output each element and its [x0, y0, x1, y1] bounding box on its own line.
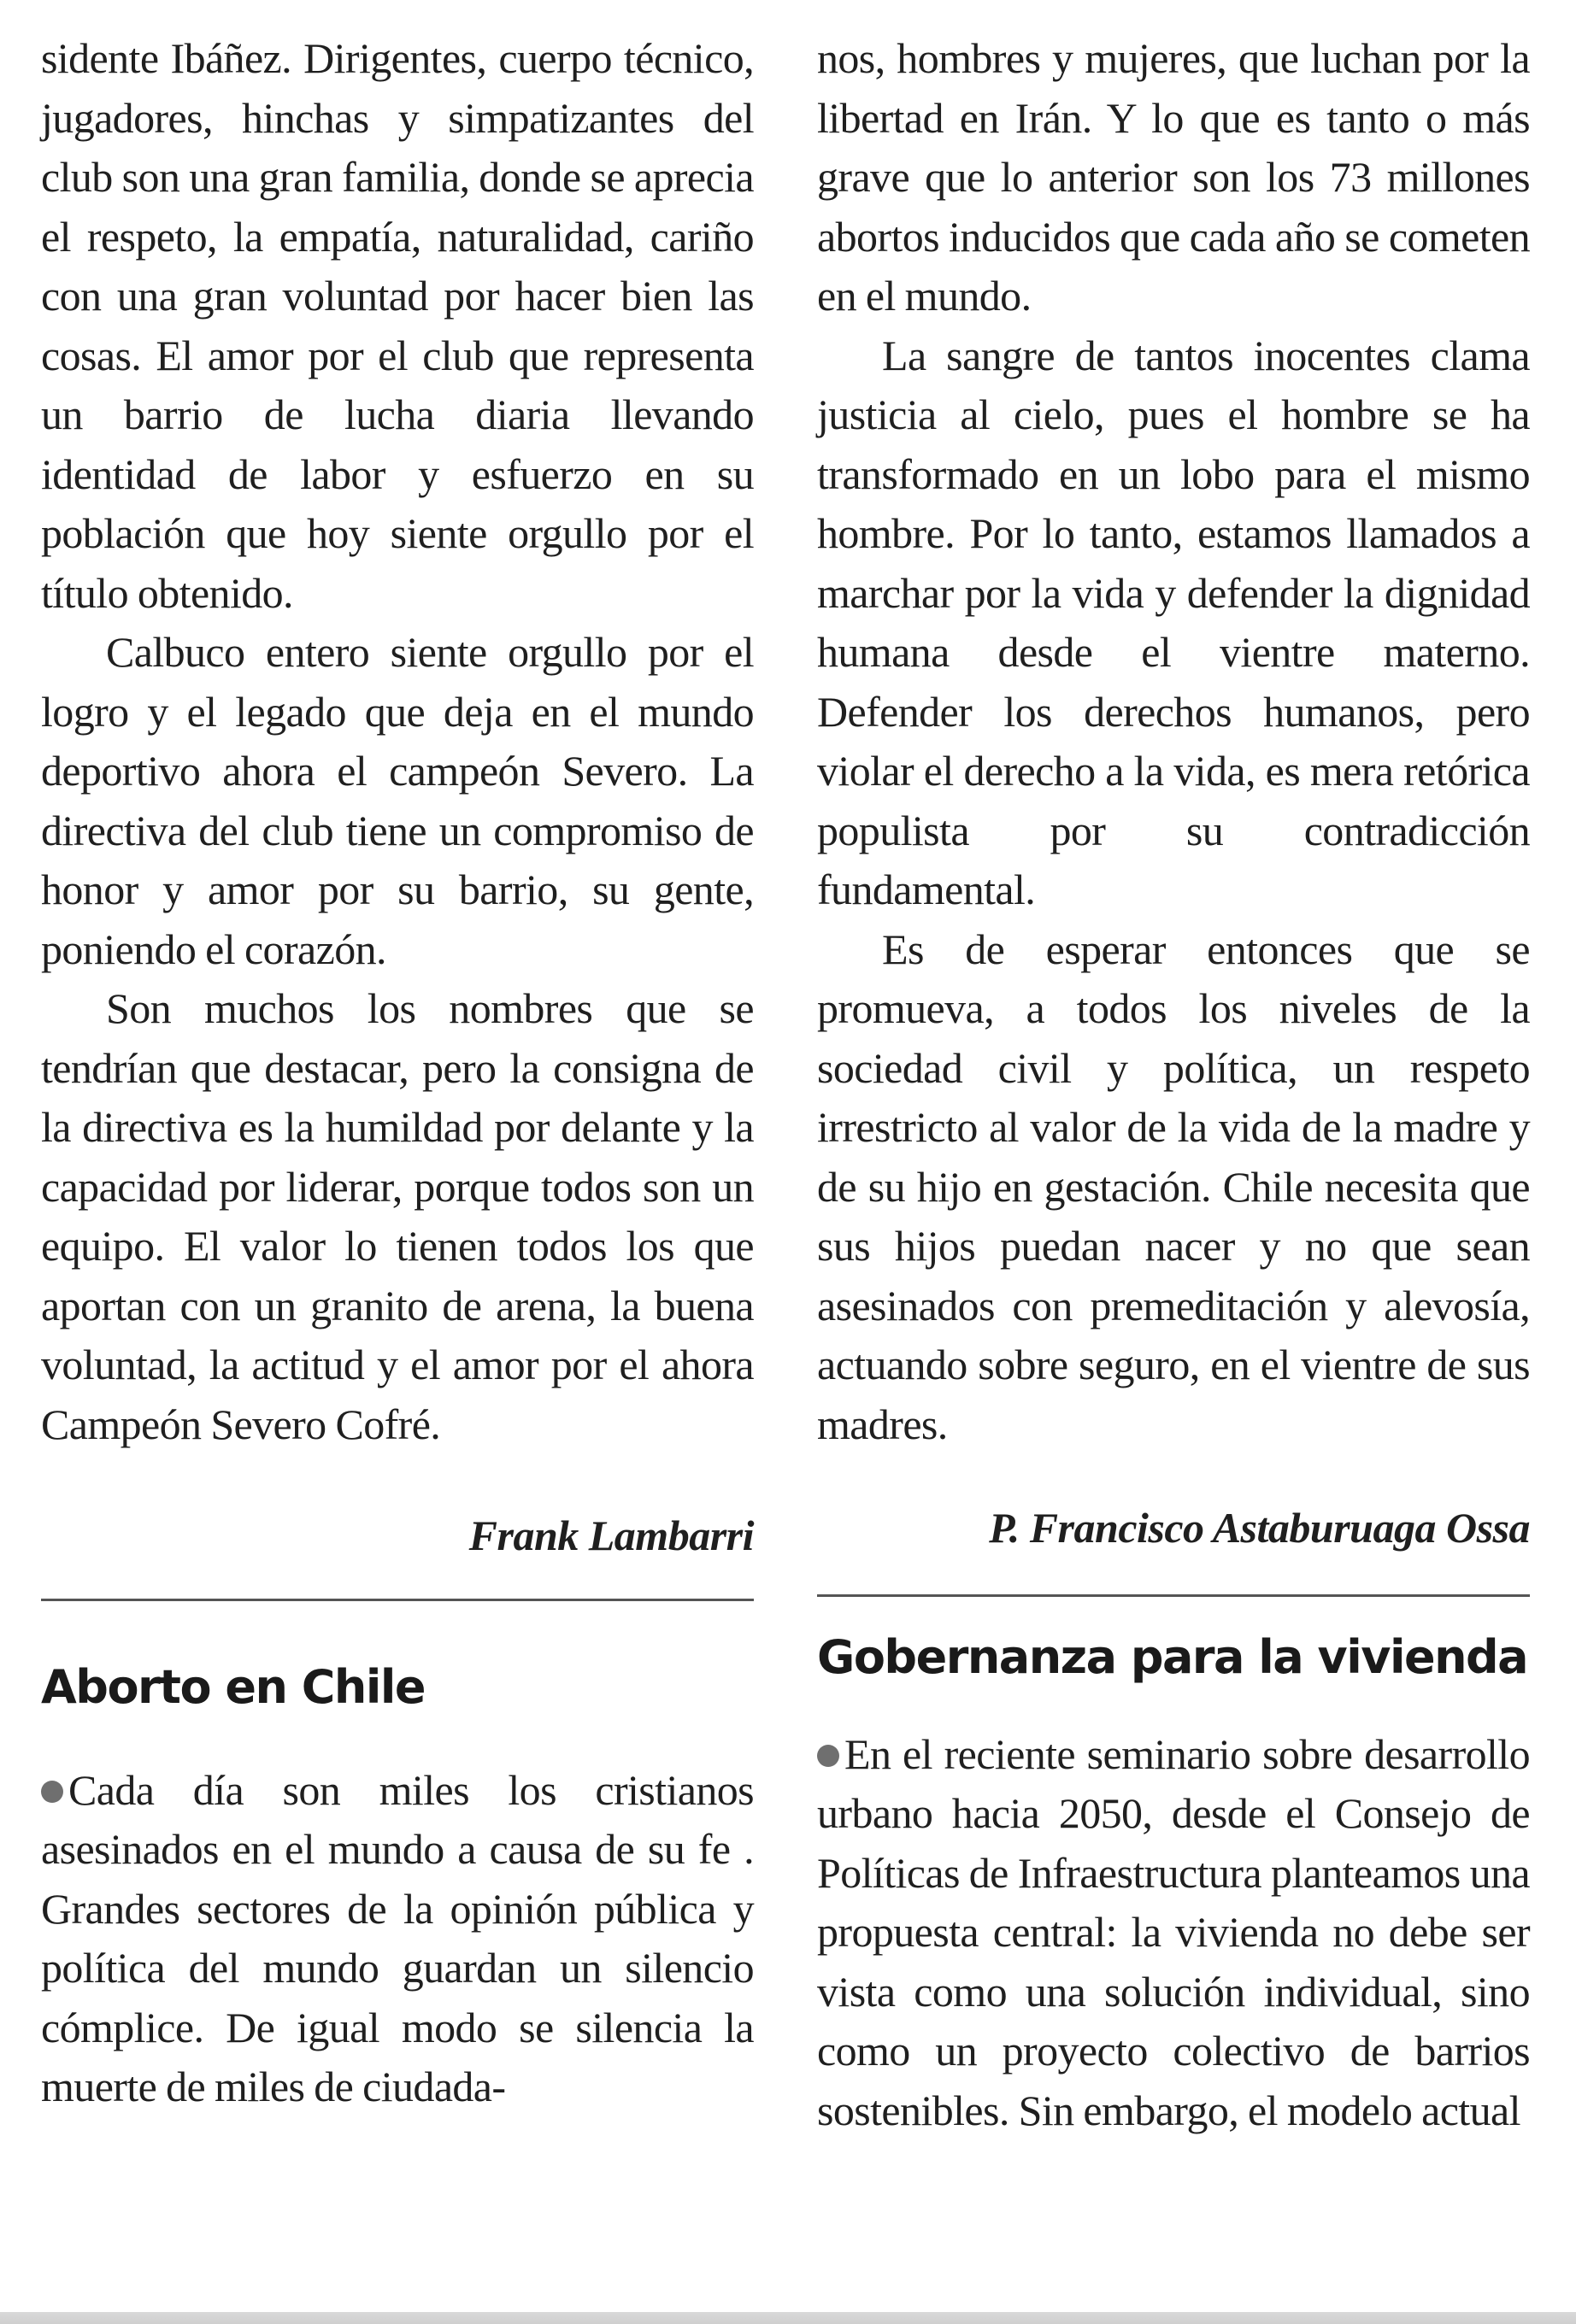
letter-paragraph: Son muchos los nombres que se tendrían que destacar, pero la consigna de la directiva es la humildad por delante y la capacidad por liderar, porque todos son un equipo. El valor lo tienen todos los que aportan con un granito de arena, la buena voluntad, la actitud y el amor por el ahora Campeón Severo Cofré.: [41, 984, 754, 1448]
page-bottom-edge: [0, 2312, 1576, 2324]
letter-text: Cada día son miles los cristianos asesinados en el mundo a causa de su fe . Grandes sectores de la opinión pública y política del mundo guardan un silencio cómplice. De igual modo se silencia la muerte de miles de ciudada-: [41, 1765, 754, 2110]
letter-paragraph: Es de esperar entonces que se promueva, a todos los niveles de la sociedad civil y política, un respeto irrestricto al valor de la vida de la madre y de su hijo en gestación. Chile necesita que sus hijos puedan nacer y no que sean asesinados con premeditación y alevosía, actuando sobre seguro, en el vientre de sus madres.: [817, 924, 1530, 1448]
letter-headline: Gobernanza para la vivienda: [817, 1629, 1528, 1684]
section-divider: [817, 1594, 1530, 1597]
letter-paragraph: nos, hombres y mujeres, que luchan por la libertad en Irán. Y lo que es tanto o más grave que lo anterior son los 73 millones abortos inducidos que cada año se cometen en el mundo.: [817, 34, 1530, 320]
letter-signature: Frank Lambarri: [468, 1511, 754, 1559]
letter-paragraph: [41, 1761, 754, 2117]
left-column: [41, 29, 754, 2117]
letter-headline: Aborto en Chile: [41, 1659, 425, 1714]
letter-text: En el reciente seminario sobre desarrollo urbano hacia 2050, desde el Consejo de Políticas de Infraestructura planteamos una propuesta central: la vivienda no debe ser vista como una solución individual, sino como un proyecto colectivo de barrios sostenibles. Sin embargo, el modelo actual: [817, 1729, 1530, 2134]
section-divider: [41, 1599, 754, 1601]
right-column: [817, 29, 1530, 2140]
letter-paragraph: La sangre de tantos inocentes clama justicia al cielo, pues el hombre se ha transformado en un lobo para el mismo hombre. Por lo tanto, estamos llamados a marchar por la vida y defender la dignidad humana desde el vientre materno. Defender los derechos humanos, pero violar el derecho a la vida, es mera retórica populista por su contradicción fundamental.: [817, 331, 1530, 913]
bullet-icon: [41, 1781, 63, 1803]
letter-paragraph: sidente Ibáñez. Dirigentes, cuerpo técnico, jugadores, hinchas y simpatizantes del club son una gran familia, donde se aprecia el respeto, la empatía, naturalidad, cariño con una gran voluntad por hacer bien las cosas. El amor por el club que representa un barrio de lucha diaria llevando identidad de labor y esfuerzo en su población que hoy siente orgullo por el título obtenido.: [41, 34, 754, 617]
letter-paragraph: [817, 1725, 1530, 2141]
letter-paragraph: Calbuco entero siente orgullo por el logro y el legado que deja en el mundo deportivo ahora el campeón Severo. La directiva del club tiene un compromiso de honor y amor por su barrio, su gente, poniendo el corazón.: [41, 628, 754, 973]
letter-signature: P. Francisco Astaburuaga Ossa: [989, 1504, 1530, 1552]
bullet-icon: [817, 1745, 839, 1767]
